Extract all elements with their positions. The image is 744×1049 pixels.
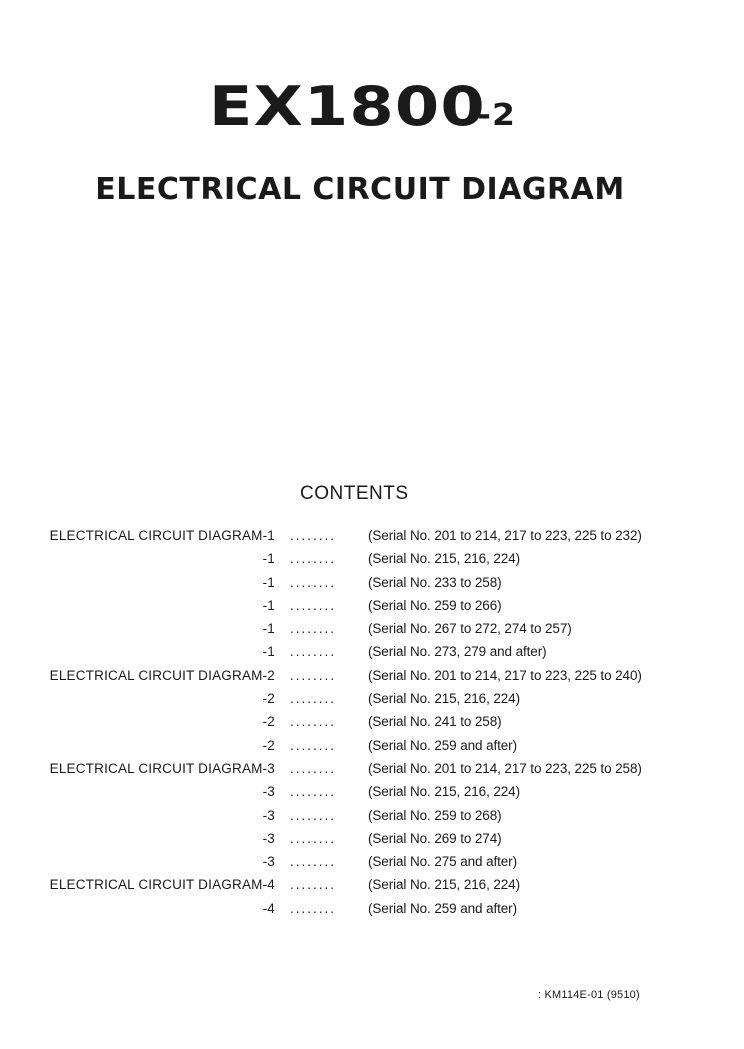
toc-entry-label: -2 — [262, 691, 275, 707]
toc-entry — [0, 668, 744, 691]
toc-entry-label: ELECTRICAL CIRCUIT DIAGRAM-4 — [49, 877, 275, 893]
toc-entry-serial-range: (Serial No. 259 to 266) — [368, 597, 502, 613]
toc-entry-label: -3 — [262, 784, 275, 800]
toc-dot-leader: ........ — [290, 597, 337, 613]
contents-heading: CONTENTS — [300, 483, 409, 504]
toc-entry — [0, 784, 744, 807]
toc-entry-serial-range: (Serial No. 259 to 268) — [368, 807, 502, 823]
toc-dot-leader: ........ — [290, 854, 337, 870]
toc-entry-label: -4 — [262, 900, 275, 916]
toc-entry-serial-range: (Serial No. 259 and after) — [368, 900, 517, 916]
toc-dot-leader: ........ — [290, 830, 337, 846]
toc-entry-label: ELECTRICAL CIRCUIT DIAGRAM-3 — [49, 760, 275, 776]
toc-entry — [0, 598, 744, 621]
toc-dot-leader: ........ — [290, 900, 337, 916]
toc-dot-leader: ........ — [290, 807, 337, 823]
toc-dot-leader: ........ — [290, 574, 337, 590]
model-name — [0, 75, 744, 138]
document-title: ELECTRICAL CIRCUIT DIAGRAM — [95, 172, 625, 207]
toc-entry — [0, 575, 744, 598]
toc-entry-label: -3 — [262, 830, 275, 846]
toc-dot-leader: ........ — [290, 551, 337, 567]
toc-entry-label: -1 — [262, 574, 275, 590]
toc-entry-serial-range: (Serial No. 241 to 258) — [368, 714, 502, 730]
toc-entry — [0, 808, 744, 831]
toc-entry-label: -2 — [262, 714, 275, 730]
toc-entry-serial-range: (Serial No. 267 to 272, 274 to 257) — [368, 621, 572, 637]
toc-entry-label: -2 — [262, 737, 275, 753]
toc-entry-label: -3 — [262, 854, 275, 870]
toc-entry — [0, 621, 744, 644]
toc-entry — [0, 528, 744, 551]
toc-entry-serial-range: (Serial No. 215, 216, 224) — [368, 784, 520, 800]
toc-entry — [0, 761, 744, 784]
toc-entry-serial-range: (Serial No. 201 to 214, 217 to 223, 225 to 232) — [368, 528, 642, 543]
toc-entry-serial-range: (Serial No. 201 to 214, 217 to 223, 225 to 240) — [368, 667, 642, 683]
toc-entry-serial-range: (Serial No. 215, 216, 224) — [368, 551, 520, 567]
toc-entry — [0, 551, 744, 574]
model-number: EX1800 — [208, 75, 486, 138]
toc-dot-leader: ........ — [290, 877, 337, 893]
toc-entry-label: -3 — [262, 807, 275, 823]
toc-dot-leader: ........ — [290, 621, 337, 637]
toc-entry — [0, 877, 744, 900]
toc-entry — [0, 714, 744, 737]
toc-dot-leader: ........ — [290, 737, 337, 753]
toc-entry-serial-range: (Serial No. 273, 279 and after) — [368, 644, 547, 660]
toc-entry-serial-range: (Serial No. 215, 216, 224) — [368, 691, 520, 707]
toc-entry-label: -1 — [262, 644, 275, 660]
toc-entry-serial-range: (Serial No. 275 and after) — [368, 854, 517, 870]
toc-dot-leader: ........ — [290, 760, 337, 776]
toc-entry-label: ELECTRICAL CIRCUIT DIAGRAM-1 — [49, 528, 275, 543]
toc-entry — [0, 738, 744, 761]
toc-entry-serial-range: (Serial No. 215, 216, 224) — [368, 877, 520, 893]
toc-entry-label: -1 — [262, 551, 275, 567]
toc-entry-label: -1 — [262, 597, 275, 613]
document-code: : KM114E-01 (9510) — [538, 989, 640, 1001]
toc-dot-leader: ........ — [290, 714, 337, 730]
toc-entry — [0, 831, 744, 854]
toc-entry-label: -1 — [262, 621, 275, 637]
toc-entry-serial-range: (Serial No. 201 to 214, 217 to 223, 225 to 258) — [368, 760, 642, 776]
toc-dot-leader: ........ — [290, 644, 337, 660]
toc-entry — [0, 691, 744, 714]
toc-dot-leader: ........ — [290, 784, 337, 800]
toc-entry — [0, 854, 744, 877]
model-suffix: -2 — [476, 98, 516, 133]
toc-entry — [0, 901, 744, 924]
toc-entry-serial-range: (Serial No. 259 and after) — [368, 737, 517, 753]
toc-entry-serial-range: (Serial No. 233 to 258) — [368, 574, 502, 590]
toc-dot-leader: ........ — [290, 528, 337, 543]
toc-dot-leader: ........ — [290, 667, 337, 683]
table-of-contents — [0, 528, 744, 924]
toc-entry-label: ELECTRICAL CIRCUIT DIAGRAM-2 — [49, 667, 275, 683]
toc-dot-leader: ........ — [290, 691, 337, 707]
toc-entry — [0, 644, 744, 667]
toc-entry-serial-range: (Serial No. 269 to 274) — [368, 830, 502, 846]
